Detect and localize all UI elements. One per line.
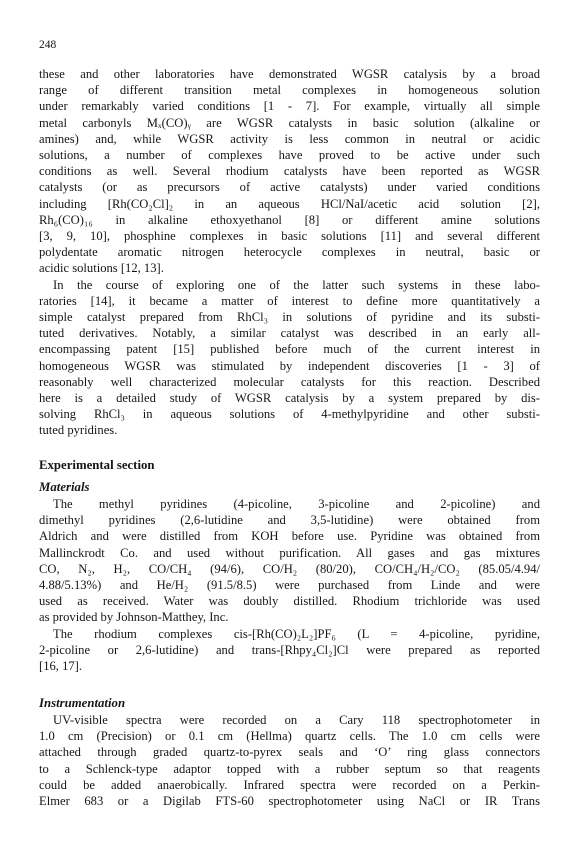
intro-paragraph-2	[39, 277, 540, 439]
text-line: dimethyl pyridines (2,6-lutidine and 3,5-lutidine) were obtained from	[39, 513, 540, 528]
text-line: polydentate aromatic nitrogen heterocycle complexes in neutral, basic or	[39, 245, 540, 260]
text-line: CO, N₂, H₂, CO/CH₄ (94/6), CO/H₂ (80/20), CO/CH₄/H₂/CO₂ (85.05/4.94/	[39, 561, 540, 576]
text-line: Aldrich and were distilled from KOH before use. Pyridine was obtained from	[39, 529, 540, 544]
text-line: as provided by Johnson-Matthey, Inc.	[39, 610, 229, 625]
text-line: Elmer 683 or a Digilab FTS-60 spectrophotometer using NaCl or IR Trans	[39, 793, 540, 808]
instrumentation-paragraph-1	[39, 712, 540, 809]
text-line: solving RhCl₃ in aqueous solutions of 4-methylpyridine and other substi-	[39, 407, 540, 422]
text-line: conditions as well. Several rhodium catalysts have been reported as WGSR	[39, 164, 540, 179]
text-line: simple catalyst prepared from RhCl₃ in solutions of pyridine and its substi-	[39, 309, 540, 324]
text-line: In the course of exploring one of the latter such systems in these labo-	[53, 277, 540, 292]
text-line: 2-picoline or 2,6-lutidine) and trans-[Rhpy₄Cl₂]Cl were prepared as reported	[39, 642, 540, 657]
text-line: [3, 9, 10], phosphine complexes in basic solutions [11] and several different	[39, 228, 540, 243]
text-line: including [Rh(CO₂Cl]₂ in an aqueous HCl/NaI/acetic acid solution [2],	[39, 196, 540, 211]
intro-paragraph-1	[39, 66, 540, 276]
section-heading-experimental: Experimental section	[39, 458, 155, 472]
text-line: catalysts (or as precursors of active catalysts) under varied conditions	[39, 180, 540, 195]
text-line: ratories [14], it became a matter of interest to define more quantitatively a	[39, 293, 540, 308]
text-line: range of different transition metal complexes in homogeneous solution	[39, 83, 540, 98]
text-line: under remarkably varied conditions [1 - 7]. For example, virtually all simple	[39, 99, 540, 114]
text-line: The methyl pyridines (4-picoline, 3-picoline and 2-picoline) and	[53, 497, 540, 511]
text-line: UV-visible spectra were recorded on a Cary 118 spectrophotometer in	[53, 713, 540, 727]
text-line: 4.88/5.13%) and He/H₂ (91.5/8.5) were purchased from Linde and were	[39, 577, 540, 592]
text-line: tuted pyridines.	[39, 423, 118, 438]
text-line: could be added anaerobically. Infrared spectra were recorded on a Perkin-	[39, 777, 540, 792]
text-line: encompassing patent [15] published before much of the current interest in	[39, 342, 540, 357]
subheading-instrumentation: Instrumentation	[39, 696, 126, 710]
page-number: 248	[39, 39, 57, 51]
text-line: metal carbonyls Mₓ(CO)ᵧ are WGSR catalysts in basic solution (alkaline or	[39, 115, 540, 130]
text-line: amines) and, while WGSR activity is less common in neutral or acidic	[39, 131, 540, 146]
text-line: to a Schlenck-type adaptor topped with a rubber septum so that reagents	[39, 761, 540, 776]
text-line: 1.0 cm (Precision) or 0.1 cm (Hellma) quartz cells. The 1.0 cm cells were	[39, 729, 540, 744]
text-line: these and other laboratories have demonstrated WGSR catalysis by a broad	[39, 67, 540, 81]
text-line: reasonably well characterized molecular catalysts for this reaction. Described	[39, 374, 540, 389]
text-line: solutions, a number of complexes have proved to be active under such	[39, 147, 540, 162]
materials-paragraph-1	[39, 496, 540, 626]
text-line: here is a detailed study of WGSR catalysis by a system prepared by dis-	[39, 390, 540, 405]
text-line: homogeneous WGSR was stimulated by independent discoveries [1 - 3] of	[39, 358, 540, 373]
text-line: Mallinckrodt Co. and used without purification. All gases and gas mixtures	[39, 545, 540, 560]
subheading-materials: Materials	[39, 480, 90, 494]
text-line: used as received. Water was doubly distilled. Rhodium trichloride was used	[39, 594, 540, 609]
text-line: The rhodium complexes cis-[Rh(CO)₂L₂]PF₆ (L = 4-picoline, pyridine,	[53, 626, 540, 641]
text-line: acidic solutions [12, 13].	[39, 261, 164, 276]
text-line: tuted derivatives. Notably, a similar catalyst was described in an early all-	[39, 326, 540, 341]
text-line: [16, 17].	[39, 658, 83, 673]
text-line: Rh₆(CO)₁₆ in alkaline ethoxyethanol [8] or different amine solutions	[39, 212, 540, 227]
materials-paragraph-2	[39, 626, 540, 675]
text-line: attached through graded quartz-to-pyrex seals and ‘O’ ring glass connectors	[39, 745, 540, 760]
